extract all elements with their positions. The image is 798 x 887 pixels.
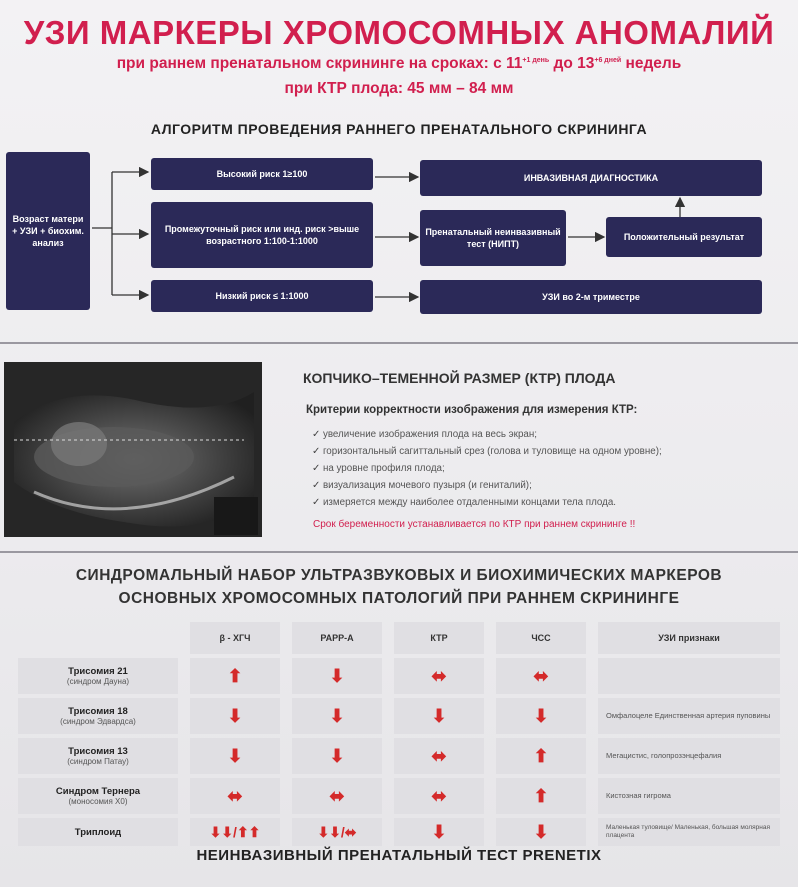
poster-subtitle-ktr: при КТР плода: 45 мм – 84 мм bbox=[284, 80, 514, 97]
criteria-title: Критерии корректности изображения для измерения КТР: bbox=[306, 404, 638, 416]
col-header-ktr: КТР bbox=[394, 622, 484, 654]
prenetix-title: НЕИНВАЗИВНЫЙ ПРЕНАТАЛЬНЫЙ ТЕСТ PRENETIX bbox=[196, 847, 602, 864]
arrow-both-icon: ⬌ bbox=[190, 778, 280, 814]
arrow-both-icon: ⬌ bbox=[292, 778, 382, 814]
high-risk-box: Высокий риск 1≥100 bbox=[151, 158, 373, 190]
col-header-hcg: β - ХГЧ bbox=[190, 622, 280, 654]
input-box: Возраст матери + УЗИ + биохим. анализ bbox=[6, 152, 90, 310]
arrow-up-icon: ⬆ bbox=[190, 658, 280, 694]
algorithm-title: АЛГОРИТМ ПРОВЕДЕНИЯ РАННЕГО ПРЕНАТАЛЬНОГО СКРИНИНГА bbox=[150, 121, 648, 137]
criteria-list bbox=[312, 426, 662, 511]
col-header-hr: ЧСС bbox=[496, 622, 586, 654]
signs-cell: Омфалоцеле Единственная артерия пуповины bbox=[598, 698, 780, 734]
row-label-t18: Трисомия 18 (синдром Эдвардса) bbox=[18, 698, 178, 734]
criteria-item: ✓ на уровне профиля плода; bbox=[312, 460, 662, 477]
mid-risk-box: Промежуточный риск или инд. риск >выше возрастного 1:100-1:1000 bbox=[151, 202, 373, 268]
arrow-both-icon: ⬌ bbox=[394, 658, 484, 694]
invasive-box: ИНВАЗИВНАЯ ДИАГНОСТИКА bbox=[420, 160, 762, 196]
arrow-down-icon: ⬇ bbox=[394, 818, 484, 846]
criteria-item: ✓ горизонтальный сагиттальный срез (голова и туловище на одном уровне); bbox=[312, 443, 662, 460]
nipt-box: Пренатальный неинвазивный тест (НИПТ) bbox=[420, 210, 566, 266]
signs-cell bbox=[598, 658, 780, 694]
poster-title: УЗИ МАРКЕРЫ ХРОМОСОМНЫХ АНОМАЛИЙ bbox=[23, 14, 775, 51]
row-label-turner: Синдром Тернера (моносомия Х0) bbox=[18, 778, 178, 814]
criteria-item: ✓ визуализация мочевого пузыря (и гениталий); bbox=[312, 477, 662, 494]
ultrasound-image bbox=[4, 362, 262, 537]
divider bbox=[0, 551, 798, 553]
markers-title-line1: СИНДРОМАЛЬНЫЙ НАБОР УЛЬТРАЗВУКОВЫХ И БИОХИМИЧЕСКИХ МАРКЕРОВ bbox=[75, 567, 723, 584]
arrow-down-icon: ⬇ bbox=[292, 738, 382, 774]
col-header-signs: УЗИ признаки bbox=[598, 622, 780, 654]
divider bbox=[0, 342, 798, 344]
arrow-down-icon: ⬇ bbox=[190, 738, 280, 774]
ktr-title: КОПЧИКО–ТЕМЕННОЙ РАЗМЕР (КТР) ПЛОДА bbox=[303, 370, 616, 386]
arrow-both-icon: ⬌ bbox=[394, 738, 484, 774]
arrow-down-icon: ⬇ bbox=[496, 818, 586, 846]
signs-cell: Кистозная гигрома bbox=[598, 778, 780, 814]
arrow-down-icon: ⬇ bbox=[496, 698, 586, 734]
second-trimester-box: УЗИ во 2-м триместре bbox=[420, 280, 762, 314]
arrow-down-icon: ⬇ bbox=[394, 698, 484, 734]
row-label-triploid: Триплоид bbox=[18, 818, 178, 846]
row-label-t21: Трисомия 21 (синдром Дауна) bbox=[18, 658, 178, 694]
signs-cell: Мегацистис, голопрозэнцефалия bbox=[598, 738, 780, 774]
ktr-note: Срок беременности устанавливается по КТР при раннем скрининге !! bbox=[313, 519, 636, 530]
poster-subtitle: при раннем пренатальном скрининге на сроках: с $11^{+1 день}$ до $13^{+6 дней}$ недель bbox=[116, 55, 682, 72]
arrow-up-icon: ⬆ bbox=[496, 738, 586, 774]
arrows-mixed-icon: ⬇⬇/⬆⬆ bbox=[190, 818, 280, 846]
low-risk-box: Низкий риск ≤ 1:1000 bbox=[151, 280, 373, 312]
arrow-down-icon: ⬇ bbox=[190, 698, 280, 734]
criteria-item: ✓ измеряется между наиболее отдаленными концами тела плода. bbox=[312, 494, 662, 511]
markers-title-line2: ОСНОВНЫХ ХРОМОСОМНЫХ ПАТОЛОГИЙ ПРИ РАННЕМ СКРИНИНГЕ bbox=[118, 590, 680, 607]
criteria-item: ✓ увеличение изображения плода на весь экран; bbox=[312, 426, 662, 443]
signs-cell: Маленькая туловище/ Маленькая, большая молярная плацента bbox=[598, 818, 780, 846]
arrow-down-icon: ⬇ bbox=[292, 698, 382, 734]
col-header-papp: PAPP-A bbox=[292, 622, 382, 654]
row-label-t13: Трисомия 13 (синдром Патау) bbox=[18, 738, 178, 774]
arrow-both-icon: ⬌ bbox=[394, 778, 484, 814]
arrow-down-icon: ⬇ bbox=[292, 658, 382, 694]
arrow-up-icon: ⬆ bbox=[496, 778, 586, 814]
arrow-both-icon: ⬌ bbox=[496, 658, 586, 694]
positive-result-box: Положительный результат bbox=[606, 217, 762, 257]
arrows-mixed-icon: ⬇⬇/⬌ bbox=[292, 818, 382, 846]
